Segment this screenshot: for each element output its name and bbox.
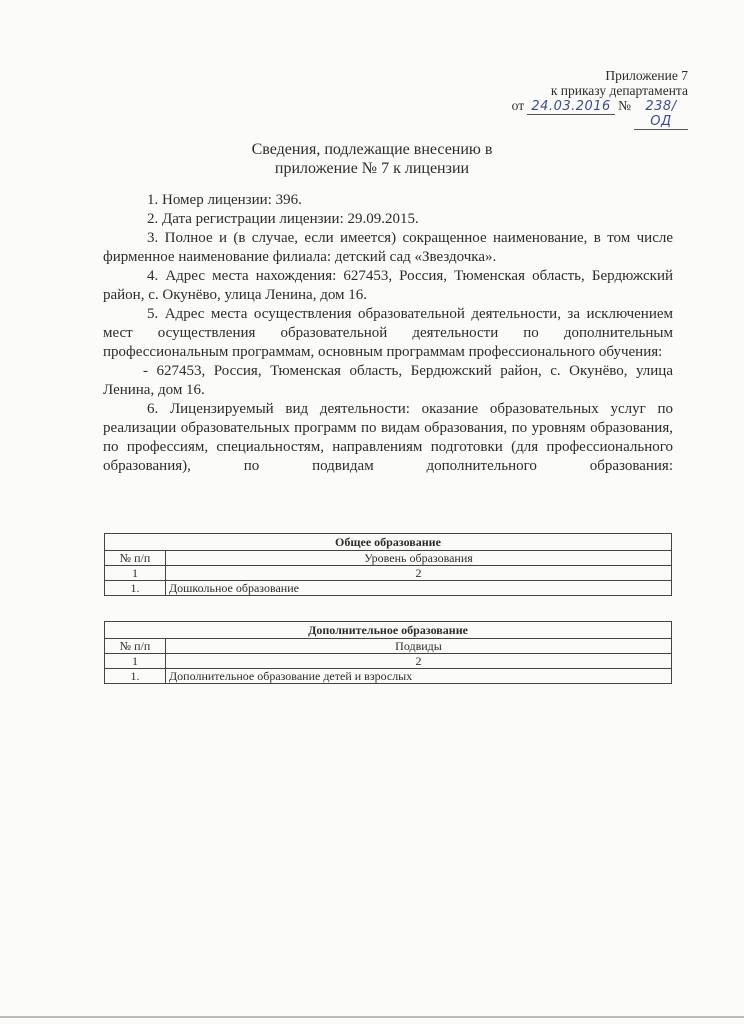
order-reference: к приказу департамента bbox=[550, 83, 688, 98]
from-label: от bbox=[511, 98, 525, 113]
row-value: Дошкольное образование bbox=[166, 581, 672, 596]
item-registration-date: 2. Дата регистрации лицензии: 29.09.2015. bbox=[147, 211, 419, 227]
item-license-number: 1. Номер лицензии: 396. bbox=[147, 192, 302, 208]
title-line-2: приложение № 7 к лицензии bbox=[274, 160, 470, 177]
row-number: 1. bbox=[105, 669, 166, 684]
column-header-level: Уровень образования bbox=[166, 551, 672, 566]
item-licensed-activity: 6. Лицензируемый вид деятельности: оказание образовательных услуг по реализации образовательных программ по видам образования, по уровням образования, по профессиям, специальностям, направлениям подготовки (для профессионального образования), по подвидам дополнительного образования: bbox=[103, 401, 673, 474]
column-header-number: № п/п bbox=[105, 551, 166, 566]
column-header-number: № п/п bbox=[105, 639, 166, 654]
row-value: Дополнительное образование детей и взрослых bbox=[166, 669, 672, 684]
column-index-2: 2 bbox=[166, 566, 672, 581]
appendix-label: Приложение 7 bbox=[605, 68, 688, 83]
row-number: 1. bbox=[105, 581, 166, 596]
table-title: Общее образование bbox=[105, 534, 672, 551]
item-activity-address-value: - 627453, Россия, Тюменская область, Бердюжский район, с. Окунёво, улица Ленина, дом 16. bbox=[103, 363, 673, 398]
handwritten-date: 24.03.2016 bbox=[527, 99, 615, 115]
number-label: № bbox=[618, 98, 631, 113]
additional-education-table bbox=[104, 621, 672, 684]
appendix-header bbox=[512, 68, 688, 130]
scan-edge-line bbox=[0, 1016, 744, 1018]
column-index-2: 2 bbox=[166, 654, 672, 669]
document-body bbox=[103, 191, 673, 476]
column-index-1: 1 bbox=[105, 566, 166, 581]
column-index-1: 1 bbox=[105, 654, 166, 669]
title-line-1: Сведения, подлежащие внесению в bbox=[251, 141, 493, 158]
item-activity-address: 5. Адрес места осуществления образовательной деятельности, за исключением мест осуществления образовательной деятельности по дополнительным профессиональным программам, основным программам профессионального обучения: bbox=[103, 306, 673, 360]
order-date-row bbox=[512, 98, 688, 130]
item-address: 4. Адрес места нахождения: 627453, Россия, Тюменская область, Бердюжский район, с. Окунёво, улица Ленина, дом 16. bbox=[103, 268, 673, 303]
handwritten-number: 238/ОД bbox=[634, 99, 688, 130]
item-branch-name: 3. Полное и (в случае, если имеется) сокращенное наименование, в том числе фирменное наименование филиала: детский сад «Звездочка». bbox=[103, 230, 673, 265]
column-header-subtype: Подвиды bbox=[166, 639, 672, 654]
table-row bbox=[105, 581, 672, 596]
general-education-table bbox=[104, 533, 672, 596]
table-title: Дополнительное образование bbox=[105, 622, 672, 639]
table-row bbox=[105, 669, 672, 684]
document-title bbox=[0, 140, 744, 178]
